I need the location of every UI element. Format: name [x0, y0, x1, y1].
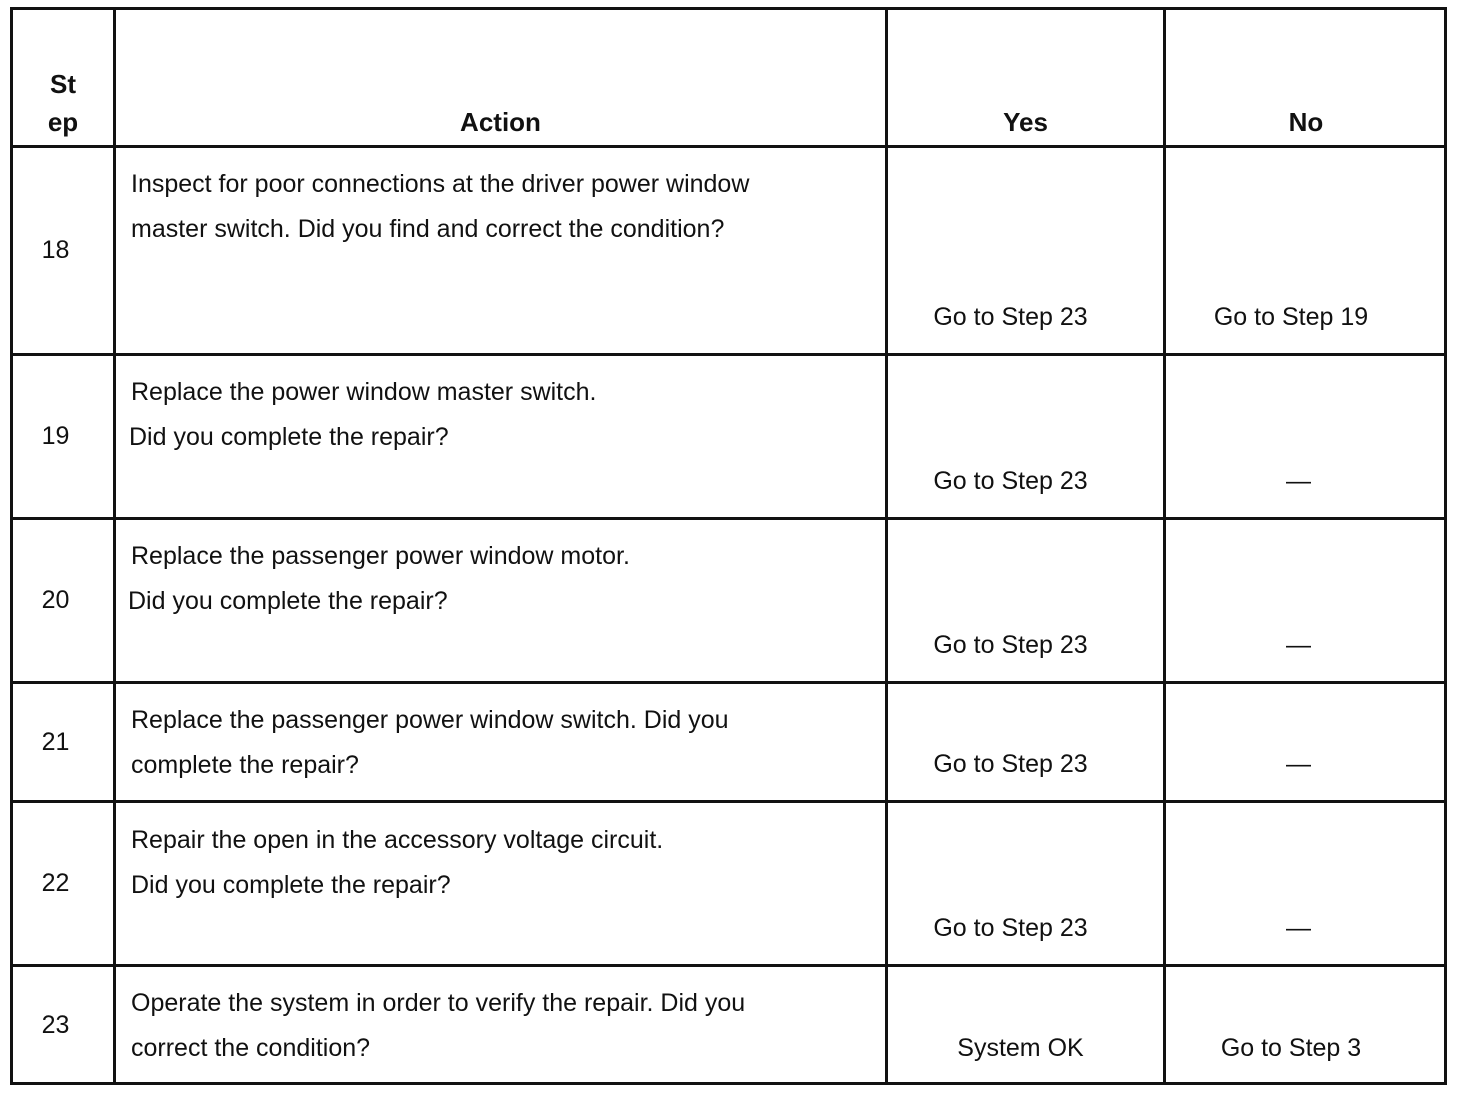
- no-outcome: —: [1286, 914, 1311, 942]
- row-divider: [13, 964, 1444, 967]
- column-divider: [113, 10, 116, 1082]
- action-line: correct the condition?: [131, 1034, 371, 1062]
- action-line: Replace the passenger power window motor.: [131, 542, 630, 570]
- action-line: Replace the passenger power window switch. Did you: [131, 706, 729, 734]
- no-outcome: —: [1286, 750, 1311, 778]
- yes-outcome: Go to Step 23: [933, 631, 1088, 659]
- step-number: 19: [41, 422, 70, 450]
- action-line: complete the repair?: [131, 751, 359, 779]
- action-line: Repair the open in the accessory voltage circuit.: [131, 826, 664, 854]
- yes-outcome: Go to Step 23: [933, 750, 1088, 778]
- row-divider: [13, 353, 1444, 356]
- yes-outcome: System OK: [957, 1034, 1084, 1062]
- row-divider: [13, 517, 1444, 520]
- yes-outcome: Go to Step 23: [933, 303, 1088, 331]
- action-line: Inspect for poor connections at the driver power window: [131, 170, 750, 198]
- step-number: 22: [41, 869, 70, 897]
- header-step-line2: ep: [47, 107, 79, 137]
- no-outcome: —: [1286, 467, 1311, 495]
- row-divider: [13, 145, 1444, 148]
- no-outcome: Go to Step 19: [1213, 303, 1369, 331]
- action-text: [131, 981, 745, 1071]
- step-number: 20: [41, 586, 70, 614]
- no-outcome: Go to Step 3: [1220, 1034, 1362, 1062]
- yes-outcome: Go to Step 23: [933, 467, 1088, 495]
- action-line: Did you complete the repair?: [128, 587, 448, 615]
- header-yes: Yes: [1003, 107, 1048, 137]
- diagnostic-table: [10, 7, 1447, 1085]
- action-text: [131, 370, 596, 460]
- action-line: Replace the power window master switch.: [131, 378, 597, 406]
- header-no: No: [1288, 107, 1324, 137]
- action-text: [128, 534, 630, 624]
- action-line: Did you complete the repair?: [131, 871, 451, 899]
- step-number: 18: [41, 236, 70, 264]
- header-step-line1: St: [50, 69, 76, 99]
- action-line: Operate the system in order to verify the repair. Did you: [131, 989, 746, 1017]
- no-outcome: —: [1286, 631, 1311, 659]
- yes-outcome: Go to Step 23: [933, 914, 1088, 942]
- step-number: 21: [41, 728, 70, 756]
- action-text: [131, 818, 663, 908]
- row-divider: [13, 681, 1444, 684]
- header-step: [13, 65, 113, 141]
- action-line: Did you complete the repair?: [129, 423, 449, 451]
- row-divider: [13, 800, 1444, 803]
- action-line: master switch. Did you find and correct the condition?: [131, 215, 725, 243]
- header-action: Action: [460, 107, 541, 137]
- step-number: 23: [41, 1011, 70, 1039]
- action-text: [131, 698, 729, 788]
- action-text: [131, 162, 749, 252]
